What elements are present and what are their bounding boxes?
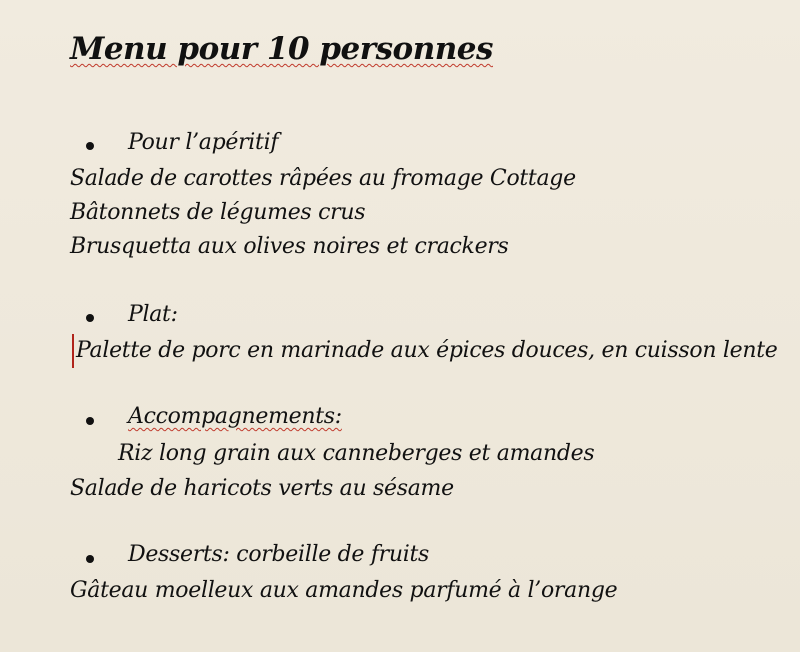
menu-item: Bâtonnets de légumes crus <box>70 200 366 225</box>
bullet-icon <box>86 555 94 563</box>
menu-item: Salade de carottes râpées au fromage Cottage <box>70 166 576 191</box>
menu-item: Gâteau moelleux aux amandes parfumé à l’orange <box>70 578 618 603</box>
section-heading-accompagnements: Accompagnements: <box>128 404 342 429</box>
menu-item: Palette de porc en marinade aux épices douces, en cuisson lente <box>76 338 778 363</box>
menu-item: Riz long grain aux canneberges et amandes <box>118 441 595 466</box>
menu-item: Brusquetta aux olives noires et crackers <box>70 234 509 259</box>
section-heading-aperitif: Pour l’apéritif <box>128 130 279 155</box>
bullet-icon <box>86 142 94 150</box>
menu-item: Salade de haricots verts au sésame <box>70 476 454 501</box>
bullet-icon <box>86 314 94 322</box>
bullet-icon <box>86 417 94 425</box>
page-title: Menu pour 10 personnes <box>70 31 493 67</box>
text-cursor <box>72 334 74 368</box>
section-heading-plat: Plat: <box>128 302 178 327</box>
section-heading-desserts: Desserts: corbeille de fruits <box>128 542 430 567</box>
